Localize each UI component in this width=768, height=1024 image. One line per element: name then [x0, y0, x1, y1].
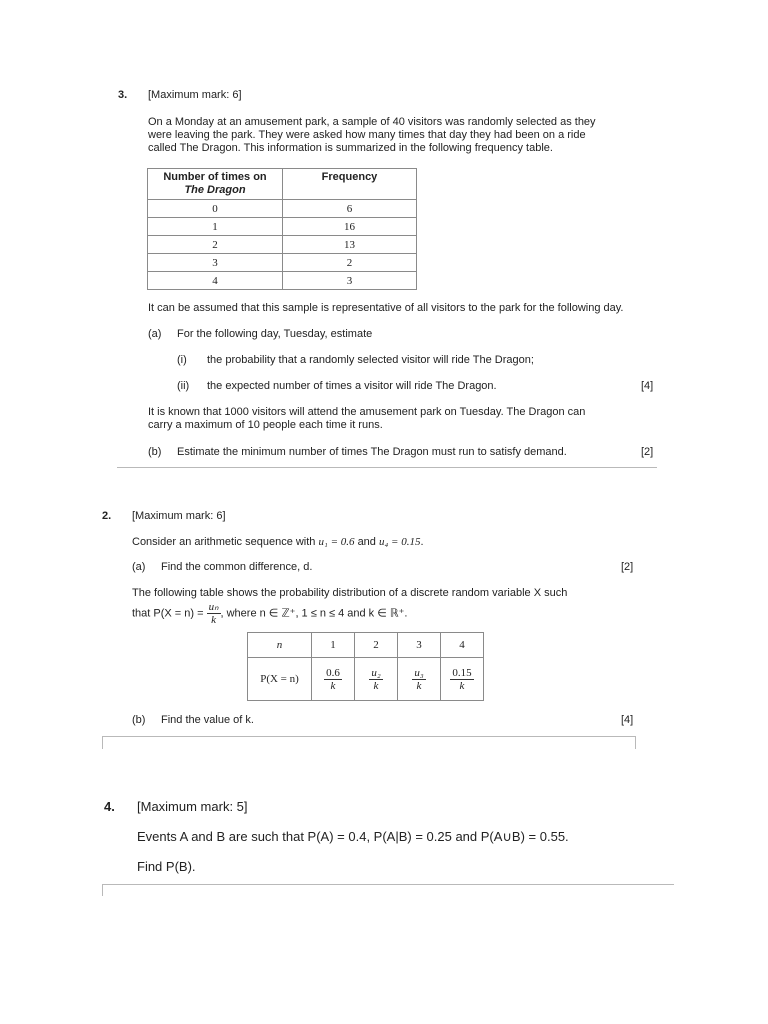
q4-answer-box-left	[102, 884, 103, 896]
q4-answer-box-top	[102, 884, 674, 885]
n-label-cell: n	[248, 633, 312, 658]
times-cell: 0	[148, 200, 283, 218]
frequency-cell: 6	[283, 200, 417, 218]
q2-part-a-marks: [2]	[621, 561, 634, 573]
prob-denominator: k	[330, 679, 336, 692]
header-frequency: Frequency	[283, 169, 417, 200]
q2-dist-line-2	[132, 601, 407, 626]
table-row	[148, 236, 417, 254]
un-over-k-fraction	[207, 601, 221, 626]
q2-part-b-marks: [4]	[621, 714, 634, 726]
q3-part-b-label: (b)	[148, 446, 162, 458]
q2-part-b-label: (b)	[132, 714, 146, 726]
q3-divider	[117, 467, 657, 468]
q3-part-a-i-label: (i)	[177, 354, 187, 366]
table-row	[148, 200, 417, 218]
frequency-cell: 2	[283, 254, 417, 272]
probability-row	[248, 658, 484, 701]
fraction-numerator: uₙ	[208, 601, 219, 613]
q2-dist-line-1: The following table shows the probability distribution of a discrete random variable X such	[132, 587, 568, 599]
table-row	[148, 254, 417, 272]
q2-answer-box-left	[102, 736, 103, 749]
q3-max-marks: [Maximum mark: 6]	[148, 89, 242, 101]
q2-period: .	[420, 536, 424, 548]
u4-value: u₄ = 0.15	[378, 536, 421, 548]
n-value-cell: 4	[441, 633, 484, 658]
q2-number: 2.	[102, 510, 112, 522]
prob-numerator: 0.15	[452, 666, 472, 679]
header-times-line-2: The Dragon	[184, 184, 246, 196]
probability-distribution-table	[247, 632, 484, 701]
q2-and: and	[357, 536, 376, 548]
probability-cell	[312, 658, 355, 701]
frequency-cell: 16	[283, 218, 417, 236]
times-cell: 3	[148, 254, 283, 272]
q3-part-a-text: For the following day, Tuesday, estimate	[177, 328, 373, 340]
fraction-denominator: k	[211, 614, 216, 626]
n-value-cell: 2	[355, 633, 398, 658]
probability-cell	[441, 658, 484, 701]
q2-part-a-label: (a)	[132, 561, 146, 573]
frequency-table	[147, 168, 417, 290]
q3-part-b-marks: [2]	[641, 446, 654, 458]
frequency-cell: 13	[283, 236, 417, 254]
q4-events-text: Events A and B are such that P(A) = 0.4, P(A|B) = 0.25 and P(A∪B) = 0.55.	[137, 829, 569, 844]
q3-part-a-label: (a)	[148, 328, 162, 340]
q3-part-a-ii-label: (ii)	[177, 380, 190, 392]
prob-numerator: u₂	[371, 666, 381, 679]
q3-number: 3.	[118, 89, 128, 101]
n-row	[248, 633, 484, 658]
q2-max-marks: [Maximum mark: 6]	[132, 510, 226, 522]
n-value-cell: 3	[398, 633, 441, 658]
table-row	[148, 272, 417, 290]
q3-part-a-ii-text: the expected number of times a visitor will ride The Dragon.	[207, 380, 497, 392]
q4-max-marks: [Maximum mark: 5]	[137, 799, 248, 814]
prob-denominator: k	[416, 679, 422, 692]
q2-intro-text: Consider an arithmetic sequence with	[132, 536, 316, 548]
times-cell: 4	[148, 272, 283, 290]
q3-intro-line-1: On a Monday at an amusement park, a sample of 40 visitors was randomly selected as they	[148, 116, 596, 128]
header-times-line-1: Number of times on	[163, 171, 267, 183]
times-cell: 1	[148, 218, 283, 236]
q3-known-line-1: It is known that 1000 visitors will attend the amusement park on Tuesday. The Dragon can	[148, 406, 586, 418]
q2-dist-conditions: , where n ∈ ℤ⁺, 1 ≤ n ≤ 4 and k ∈ ℝ⁺.	[220, 607, 408, 620]
n-value-cell: 1	[312, 633, 355, 658]
q4-number: 4.	[104, 799, 115, 814]
q3-part-a-marks: [4]	[641, 380, 654, 392]
q2-that-prob: that P(X = n) =	[132, 607, 204, 620]
u1-value: u₁ = 0.6	[318, 536, 355, 548]
frequency-table-header-row	[148, 169, 417, 200]
prob-numerator: u₃	[414, 666, 424, 679]
q2-part-b-text: Find the value of k.	[161, 714, 254, 726]
q3-part-b-text: Estimate the minimum number of times The Dragon must run to satisfy demand.	[177, 446, 567, 458]
probability-cell	[398, 658, 441, 701]
q2-part-a-text: Find the common difference, d.	[161, 561, 313, 573]
prob-denominator: k	[459, 679, 465, 692]
header-times-on-dragon	[148, 169, 283, 200]
q3-part-a-i-text: the probability that a randomly selected visitor will ride The Dragon;	[207, 354, 534, 366]
q4-find-text: Find P(B).	[137, 859, 196, 874]
q2-answer-box-top	[102, 736, 636, 737]
prob-denominator: k	[373, 679, 379, 692]
p-label-cell: P(X = n)	[248, 658, 312, 701]
probability-cell	[355, 658, 398, 701]
frequency-cell: 3	[283, 272, 417, 290]
q3-known-line-2: carry a maximum of 10 people each time it runs.	[148, 419, 383, 431]
times-cell: 2	[148, 236, 283, 254]
q3-assumption: It can be assumed that this sample is representative of all visitors to the park for the following day.	[148, 302, 624, 314]
q3-intro-line-2: were leaving the park. They were asked how many times that day they had been on a ride	[148, 129, 586, 141]
q2-intro	[132, 536, 424, 548]
table-row	[148, 218, 417, 236]
q2-answer-box-right	[635, 736, 636, 749]
q3-intro-line-3: called The Dragon. This information is summarized in the following frequency table.	[148, 142, 553, 154]
prob-numerator: 0.6	[326, 666, 340, 679]
